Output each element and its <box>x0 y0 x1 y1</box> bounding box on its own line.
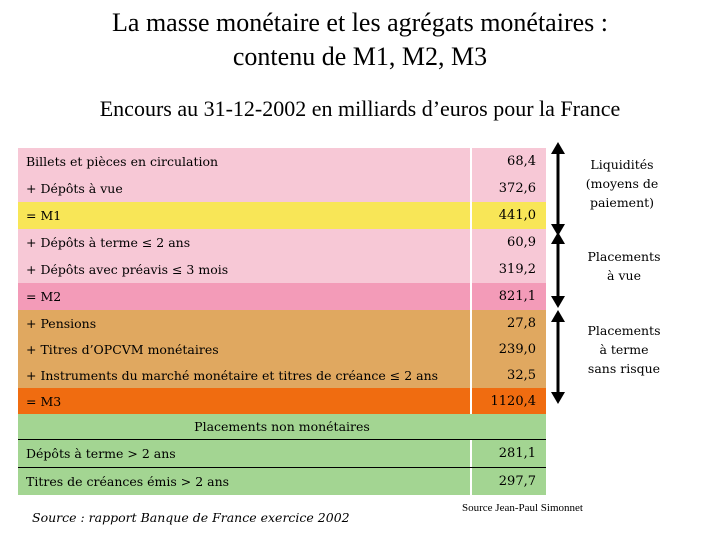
page-subtitle: Encours au 31-12-2002 en milliards d’euros pour la France <box>99 96 621 121</box>
row-label: = M2 <box>18 283 472 310</box>
row-value: 27,8 <box>507 316 536 331</box>
placements-vue-line-2: à vue <box>607 268 641 283</box>
table-row-m3 <box>18 388 546 415</box>
table-row-depots-preavis <box>18 256 546 283</box>
non-monetary-header: Placements non monétaires <box>18 414 546 439</box>
double-arrow-icon <box>546 308 570 408</box>
table-row-m2 <box>18 283 546 310</box>
row-label: + Pensions <box>18 310 472 337</box>
row-value: 239,0 <box>498 342 536 357</box>
row-value: 319,2 <box>498 262 536 277</box>
row-label: = M1 <box>18 202 472 229</box>
table-row-titres-creances-long <box>18 468 546 495</box>
page-title <box>0 6 720 74</box>
row-value: 32,5 <box>507 368 536 383</box>
row-value: 281,1 <box>498 446 536 461</box>
row-value: 68,4 <box>507 154 536 169</box>
source-note: Source : rapport Banque de France exercice 2002 <box>32 510 350 525</box>
row-label: Titres de créances émis > 2 ans <box>18 468 472 495</box>
placements-terme-line-1: Placements <box>587 323 661 338</box>
row-value: 1120,4 <box>490 394 536 409</box>
table-row-depots-terme <box>18 229 546 256</box>
liquidites-line-1: Liquidités <box>590 157 654 172</box>
label-placements-terme <box>574 321 674 378</box>
row-label: + Dépôts avec préavis ≤ 3 mois <box>18 256 472 283</box>
table-row-billets <box>18 148 546 175</box>
row-label: = M3 <box>18 388 472 415</box>
liquidites-line-3: paiement) <box>589 195 655 210</box>
title-line-2: contenu de M1, M2, M3 <box>232 42 488 71</box>
row-label: + Dépôts à vue <box>18 175 472 202</box>
author-credit: Source Jean-Paul Simonnet <box>462 502 583 514</box>
row-value: 372,6 <box>498 181 536 196</box>
liquidites-line-2: (moyens de <box>585 176 659 191</box>
table-row-depots-vue <box>18 175 546 202</box>
double-arrow-icon <box>546 230 570 310</box>
label-placements-vue <box>574 247 674 285</box>
table-row-depots-terme-long <box>18 440 546 467</box>
placements-terme-line-3: sans risque <box>587 361 661 376</box>
row-label: Dépôts à terme > 2 ans <box>18 440 472 467</box>
label-liquidites <box>574 155 670 212</box>
row-value: 297,7 <box>498 474 536 489</box>
table-row-opcvm <box>18 336 546 363</box>
double-arrow-icon <box>546 140 570 240</box>
row-label: + Instruments du marché monétaire et titres de créance ≤ 2 ans <box>18 362 472 389</box>
row-value: 821,1 <box>498 289 536 304</box>
row-value: 60,9 <box>507 235 536 250</box>
row-value: 441,0 <box>498 208 536 223</box>
row-label: Billets et pièces en circulation <box>18 148 472 175</box>
placements-vue-line-1: Placements <box>587 249 661 264</box>
table-row-pensions <box>18 310 546 337</box>
placements-terme-line-2: à terme <box>599 342 649 357</box>
row-label: + Dépôts à terme ≤ 2 ans <box>18 229 472 256</box>
table-row-instruments <box>18 362 546 389</box>
table-row-m1 <box>18 202 546 229</box>
title-line-1: La masse monétaire et les agrégats monétaires : <box>112 8 608 37</box>
row-label: + Titres d’OPCVM monétaires <box>18 336 472 363</box>
